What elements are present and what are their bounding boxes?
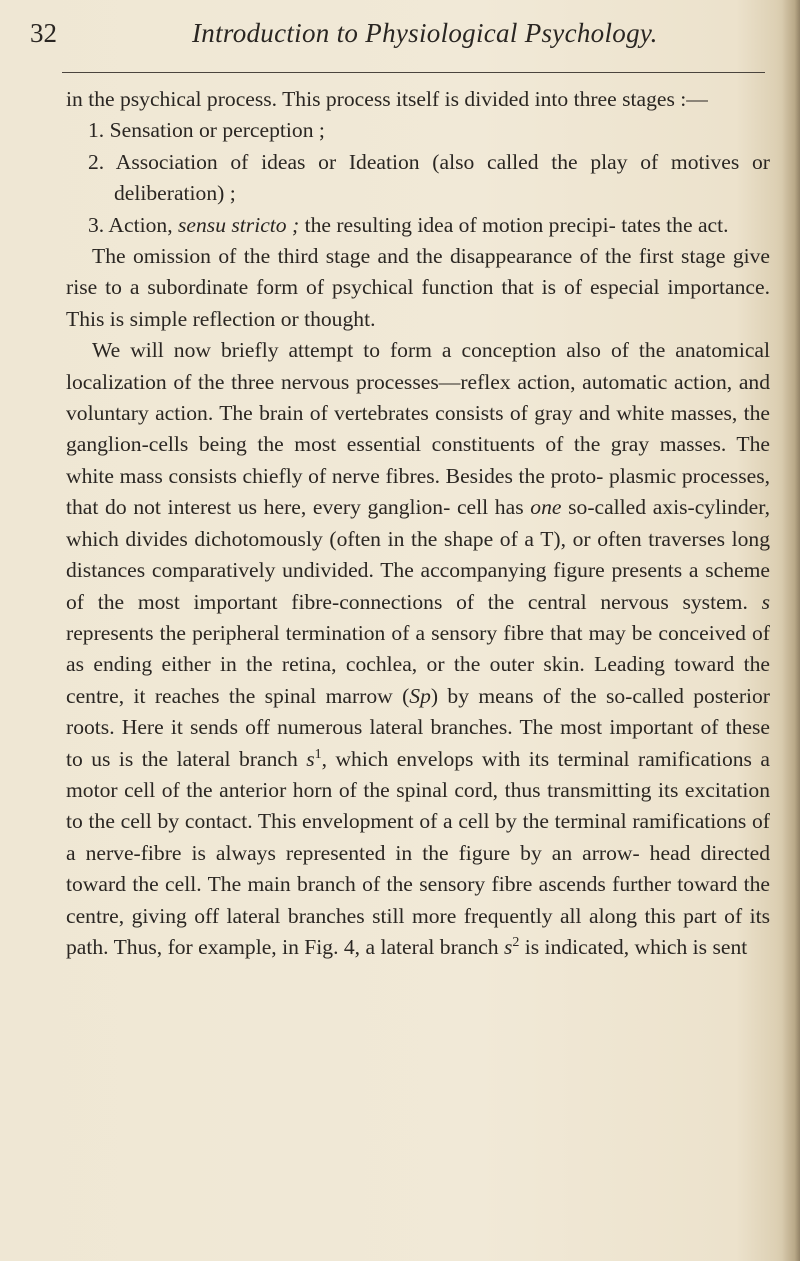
stage-number: 2. <box>88 149 105 174</box>
stage-item-1 <box>66 115 770 146</box>
superscript-2: 2 <box>512 934 520 950</box>
text-run: is indicated, which is sent <box>519 934 748 959</box>
symbol-sp: Sp <box>409 683 431 708</box>
text-run: represents the peripheral termination of a sensory fibre that may be conceived of as ending either in the retina, cochlea, or the outer skin. Leading toward the centre, it reaches the spinal marrow ( <box>66 620 770 708</box>
stage-text-pre: Action, <box>108 212 178 237</box>
page-number: 32 <box>30 18 57 48</box>
body-text <box>66 84 770 963</box>
stage-text-post: the resulting idea of motion precipi- tates the act. <box>299 212 729 237</box>
page-edge-shadow <box>782 0 800 1261</box>
symbol-s: s <box>761 589 770 614</box>
localization-paragraph <box>66 335 770 963</box>
text-run: so-called axis-cylinder, which divides dichotomously (often in the shape of a T), or often traverses long distances comparatively undivided. The accompanying figure presents a scheme of the most important fibre-connections of the central nervous system. <box>66 495 770 614</box>
stage-item-2 <box>66 147 770 210</box>
symbol-s1: s <box>306 746 315 771</box>
symbol-s2: s <box>503 934 513 959</box>
running-title: Introduction to Physiological Psychology. <box>192 18 658 48</box>
stage-text-italic: sensu stricto ; <box>178 212 300 237</box>
intro-paragraph: in the psychical process. This process itself is divided into three stages :— <box>66 87 708 111</box>
omission-paragraph: The omission of the third stage and the disappearance of the first stage give rise to a subordinate form of psychical function that is of especial importance. This is simple reflection or thought. <box>66 244 770 331</box>
stage-text: Sensation or perception ; <box>109 118 325 143</box>
italic-one: one <box>530 495 562 520</box>
stage-item-3 <box>66 210 770 241</box>
text-run: We will now briefly attempt to form a conception also of the anatomical localization of the three nervous processes—reflex action, automatic action, and voluntary action. The brain of vertebrates consists of gray and white masses, the ganglion-cells being the most essential constituents of the gray masses. The white mass consists chiefly of nerve fibres. Besides the proto- plasmic processes, that do not interest us here, every ganglion- cell has <box>66 338 770 520</box>
stage-number: 1. <box>88 118 105 143</box>
superscript-1: 1 <box>314 746 322 762</box>
header-rule <box>62 72 765 73</box>
stage-text: Association of ideas or Ideation (also called the play of motives or deliberation) ; <box>114 149 770 206</box>
text-run: ) by means of the so-called posterior roots. Here it sends off numerous lateral branches. The most important of these to us is the lateral branch <box>66 683 770 771</box>
stage-number: 3. <box>88 212 105 237</box>
running-head <box>30 18 770 58</box>
text-run: , which envelops with its terminal ramifications a motor cell of the anterior horn of the spinal cord, thus transmitting its excitation to the cell by contact. This envelopment of a cell by the terminal ramifications of a nerve-fibre is always represented in the figure by an arrow- head directed toward the cell. The main branch of the sensory fibre ascends further toward the centre, giving off lateral branches still more frequently all along this part of its path. Thus, for example, in Fig. 4, a lateral branch <box>66 746 770 959</box>
